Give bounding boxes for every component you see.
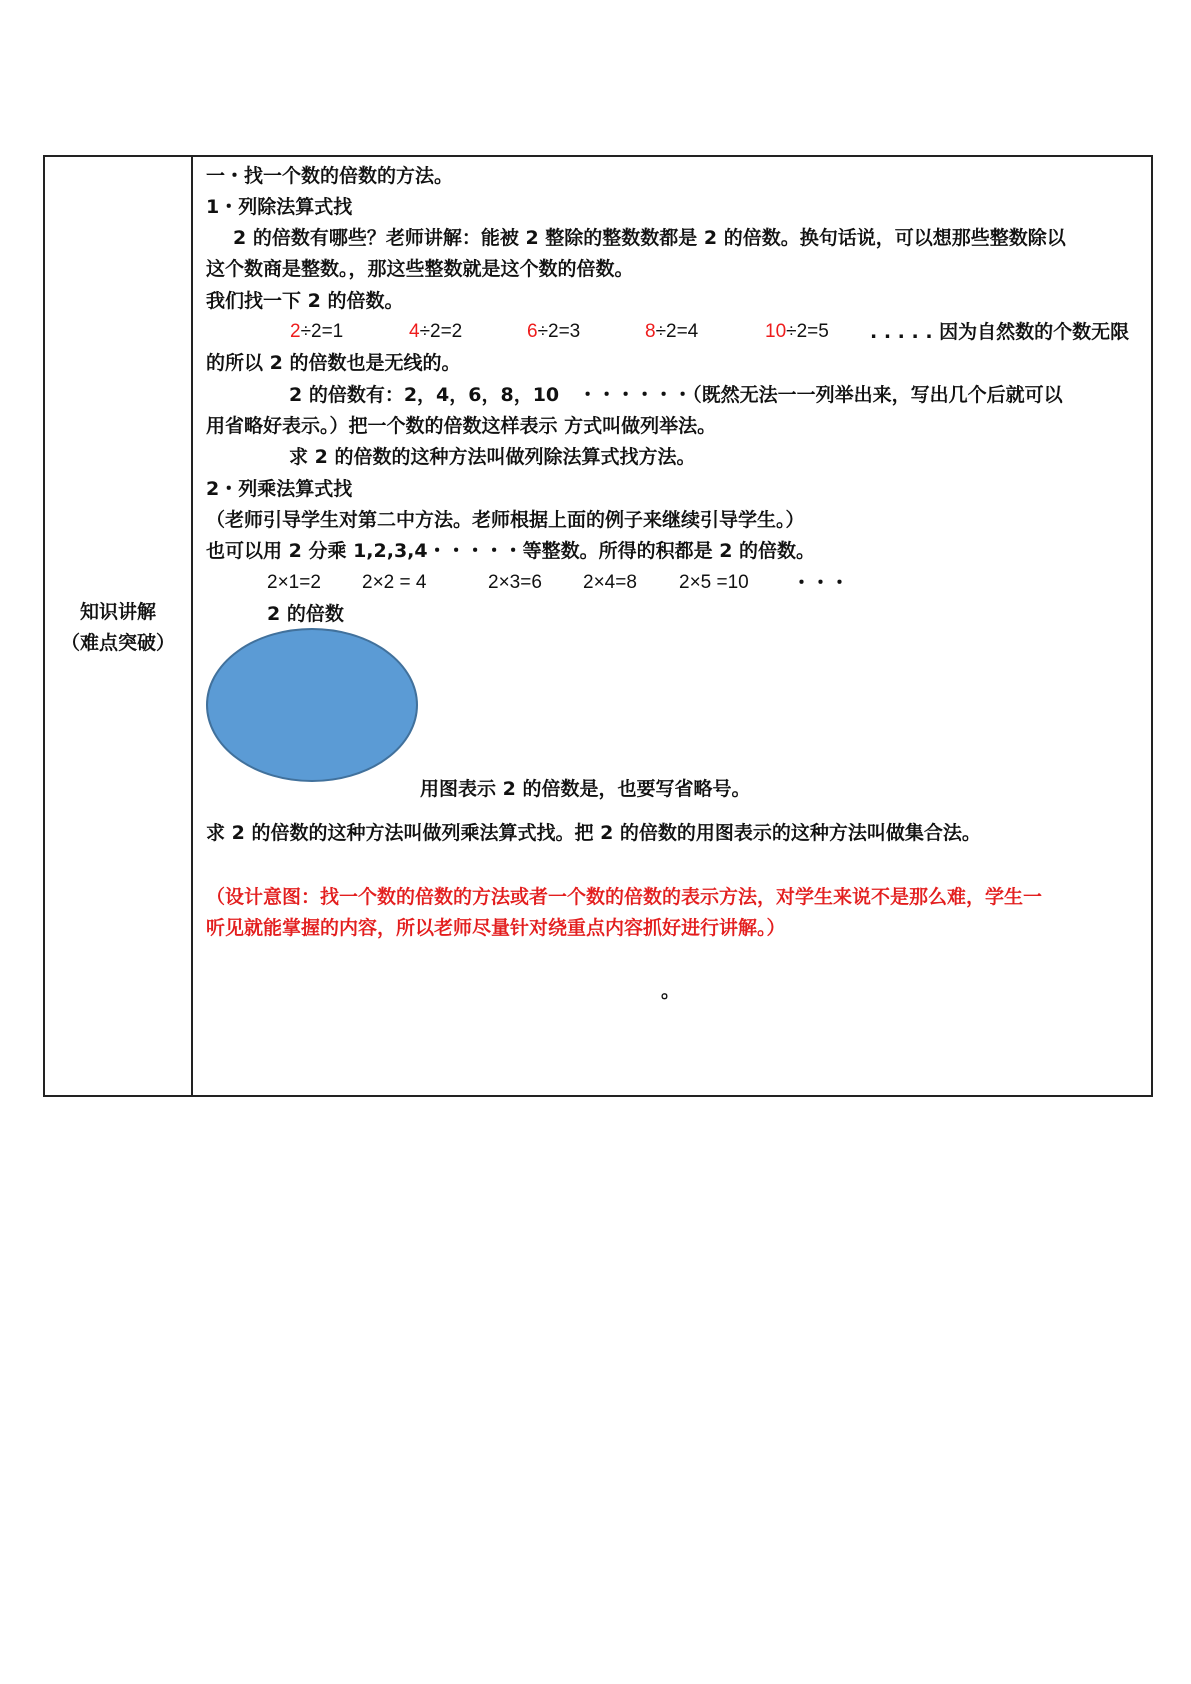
method1-title: 1・列除法算式找 [206, 196, 353, 218]
multiplication-example-2: 2×2 = 4 [362, 572, 427, 593]
row-header-line2: （难点突破） [60, 632, 175, 654]
multiplication-example-3: 2×3=6 [488, 572, 542, 593]
method1-summary: 求 2 的倍数的这种方法叫做列除法算式找方法。 [289, 446, 696, 468]
design-intent-line1: （设计意图：找一个数的倍数的方法或者一个数的倍数的表示方法，对学生来说不是那么难，学生一 [206, 886, 1043, 908]
row-header-cell [45, 157, 193, 1095]
trailing-period: 。 [661, 980, 681, 1002]
multiples-line2: 用省略好表示。）把一个数的倍数这样表示 方式叫做列举法。 [206, 415, 717, 437]
para1-line1: 2 的倍数有哪些？老师讲解：能被 2 整除的整数数都是 2 的倍数。换句话说，可以想那些整数除以 [233, 227, 1066, 249]
multiplication-example-5: 2×5 =10 [679, 572, 749, 593]
method2-desc: 也可以用 2 分乘 1,2,3,4・・・・・等整数。所得的积都是 2 的倍数。 [206, 540, 816, 562]
method2-title: 2・列乘法算式找 [206, 478, 353, 500]
division-example-2: 4÷2=2 [409, 321, 463, 342]
multiplication-ellipsis: ・・・ [792, 572, 850, 594]
diagram-label: 2 的倍数 [267, 603, 344, 625]
diagram-caption: 用图表示 2 的倍数是，也要写省略号。 [420, 778, 751, 800]
row-header-label [45, 597, 191, 659]
method2-summary: 求 2 的倍数的这种方法叫做列乘法算式找。把 2 的倍数的用图表示的这种方法叫做集合法。 [206, 822, 981, 844]
multiples-set-ellipse [204, 625, 420, 785]
para2: 我们找一下 2 的倍数。 [206, 290, 404, 312]
infinite-note: . . . . . 因为自然数的个数无限 [870, 321, 1130, 343]
section-heading: 一・找一个数的倍数的方法。 [206, 165, 454, 187]
multiples-line1: 2 的倍数有：2，4，6，8，10 ・・・・・・（既然无法一一列举出来，写出几个后就可以 [289, 384, 1063, 406]
multiplication-example-4: 2×4=8 [583, 572, 637, 593]
multiplication-example-1: 2×1=2 [267, 572, 321, 593]
division-example-4: 8÷2=4 [645, 321, 699, 342]
division-example-5: 10÷2=5 [765, 321, 829, 342]
division-example-3: 6÷2=3 [527, 321, 581, 342]
infinite-note-line2: 的所以 2 的倍数也是无线的。 [206, 352, 461, 374]
method2-intro: （老师引导学生对第二中方法。老师根据上面的例子来继续引导学生。） [206, 509, 805, 531]
division-example-1: 2÷2=1 [290, 321, 344, 342]
design-intent-line2: 听见就能掌握的内容，所以老师尽量针对绕重点内容抓好进行讲解。） [206, 917, 786, 939]
para1-line2: 这个数商是整数。，那这些整数就是这个数的倍数。 [206, 258, 634, 280]
row-header-line1: 知识讲解 [79, 601, 156, 623]
